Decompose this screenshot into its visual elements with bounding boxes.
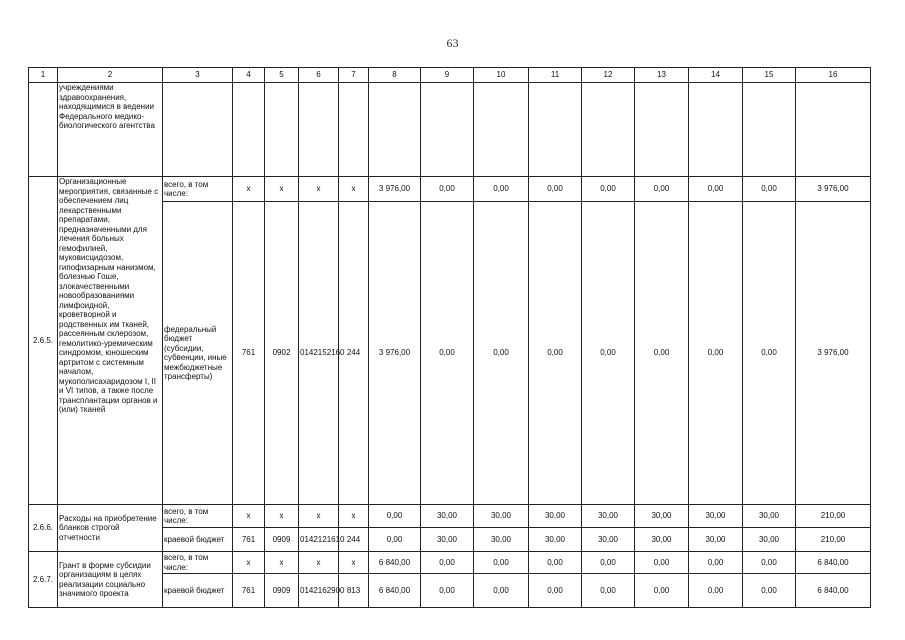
col-header: 14 [689,68,743,83]
row-number: 2.6.6. [29,505,58,552]
table-cell: 0,00 [689,552,743,574]
funding-source: краевой бюджет [163,528,233,552]
table-cell: 0,00 [474,202,529,505]
table-cell: 0,00 [582,177,635,202]
table-cell: 30,00 [582,505,635,528]
col-header: 6 [299,68,339,83]
table-cell: 0,00 [421,574,474,608]
table-cell: 30,00 [743,505,796,528]
col-header: 4 [233,68,265,83]
table-cell: 0,00 [529,552,582,574]
table-cell: 0909 [265,528,299,552]
table-cell: 30,00 [582,528,635,552]
table-cell: 6 840,00 [369,552,421,574]
table-cell: x [299,505,339,528]
table-cell: 0,00 [474,177,529,202]
table-cell: 0,00 [474,574,529,608]
table-cell: 0,00 [529,202,582,505]
table-cell: 30,00 [635,505,689,528]
table-cell: 0902 [265,202,299,505]
row-description: Грант в форме субсидии организациям в целях реализации социально значимого проекта [58,552,163,608]
table-cell: 3 976,00 [369,177,421,202]
table-cell: x [339,505,369,528]
table-cell: 30,00 [421,528,474,552]
table-cell: 0,00 [582,202,635,505]
table-cell: 0,00 [421,202,474,505]
table-cell: 0,00 [529,177,582,202]
table-cell: x [233,552,265,574]
table-cell: 30,00 [421,505,474,528]
col-header: 2 [58,68,163,83]
table-row [29,177,871,202]
table-cell: 0,00 [635,177,689,202]
table-cell: 0,00 [529,574,582,608]
table-cell: 0,00 [743,552,796,574]
table-cell: 6 840,00 [796,574,871,608]
table-cell: 0,00 [369,528,421,552]
table-cell: x [299,552,339,574]
table-cell: x [339,552,369,574]
table-cell: 30,00 [743,528,796,552]
table-cell: x [299,177,339,202]
row-number: 2.6.7. [29,552,58,608]
table-cell: 3 976,00 [796,202,871,505]
table-cell: 761 [233,202,265,505]
table-cell: 0,00 [743,202,796,505]
table-cell: 0,00 [743,574,796,608]
funding-source: федеральный бюджет (субсидии, субвенции, иные межбюджетные трансферты) [163,202,233,505]
table-cell: 244 [339,528,369,552]
col-header: 12 [582,68,635,83]
table-cell: 30,00 [689,528,743,552]
table-cell: 0,00 [421,552,474,574]
table-cell: 210,00 [796,505,871,528]
page-number: 63 [446,36,459,50]
table-cell: 813 [339,574,369,608]
table-cell: 210,00 [796,528,871,552]
col-header: 7 [339,68,369,83]
table-cell: 0,00 [582,574,635,608]
table-cell: 30,00 [474,505,529,528]
budget-table [28,67,871,608]
table-row [29,552,871,574]
table-cell: 0,00 [743,177,796,202]
table-row [29,83,871,177]
table-cell: x [265,177,299,202]
col-header: 10 [474,68,529,83]
col-header: 13 [635,68,689,83]
table-cell: 0142121610 [299,528,339,552]
table-row [29,505,871,528]
table-cell: 0,00 [635,552,689,574]
table-cell: 3 976,00 [369,202,421,505]
table-cell: 0,00 [421,177,474,202]
col-header: 1 [29,68,58,83]
header-row [29,68,871,83]
row-description: Расходы на приобретение бланков строгой отчетности [58,505,163,552]
col-header: 3 [163,68,233,83]
table-cell: 761 [233,528,265,552]
table-cell: x [233,177,265,202]
funding-source: всего, в том числе: [163,177,233,202]
table-cell: 30,00 [529,505,582,528]
col-header: 8 [369,68,421,83]
table-cell: 0,00 [474,552,529,574]
table-cell: 0,00 [689,177,743,202]
table-cell: 0,00 [635,202,689,505]
table-cell: 6 840,00 [369,574,421,608]
row-number: 2.6.5. [29,177,58,505]
funding-source: всего, в том числе: [163,505,233,528]
funding-source: всего, в том числе: [163,552,233,574]
col-header: 16 [796,68,871,83]
table-cell: 30,00 [635,528,689,552]
table-cell: 0,00 [689,202,743,505]
row-description: учреждениями здравоохранения, находящимися в ведении Федерального медико-биологического агентства [58,83,163,177]
table-cell: 30,00 [474,528,529,552]
col-header: 9 [421,68,474,83]
row-description: Организационные мероприятия, связанные с обеспечением лиц лекарственными препаратами, предназначенными для лечения больных гемофилией, муковисцидозом, гипофизарным нанизмом, болезнью Гоше, злокачественными новообразованиями лимфоидной, кроветворной и родственных им тканей, рассеянным склерозом, гемолитико-уремическим синдромом, юношеским артритом с системным началом, мукополисахаридозом I, II и VI типов, а также после трансплантации органов и (или) тканей [58,177,163,505]
funding-source: краевой бюджет [163,574,233,608]
table-cell: 30,00 [529,528,582,552]
table-cell: 0,00 [369,505,421,528]
table-cell: 0,00 [635,574,689,608]
table-cell: 3 976,00 [796,177,871,202]
table-cell: x [233,505,265,528]
table-cell: 244 [339,202,369,505]
col-header: 15 [743,68,796,83]
table-cell: 0142152160 [299,202,339,505]
table-cell: 30,00 [689,505,743,528]
table-cell: x [265,505,299,528]
table-cell: x [265,552,299,574]
col-header: 11 [529,68,582,83]
table-cell: 6 840,00 [796,552,871,574]
table-cell: 0142162900 [299,574,339,608]
table-cell: x [339,177,369,202]
table-cell: 0,00 [582,552,635,574]
table-cell: 761 [233,574,265,608]
table-cell: 0909 [265,574,299,608]
table-cell: 0,00 [689,574,743,608]
col-header: 5 [265,68,299,83]
